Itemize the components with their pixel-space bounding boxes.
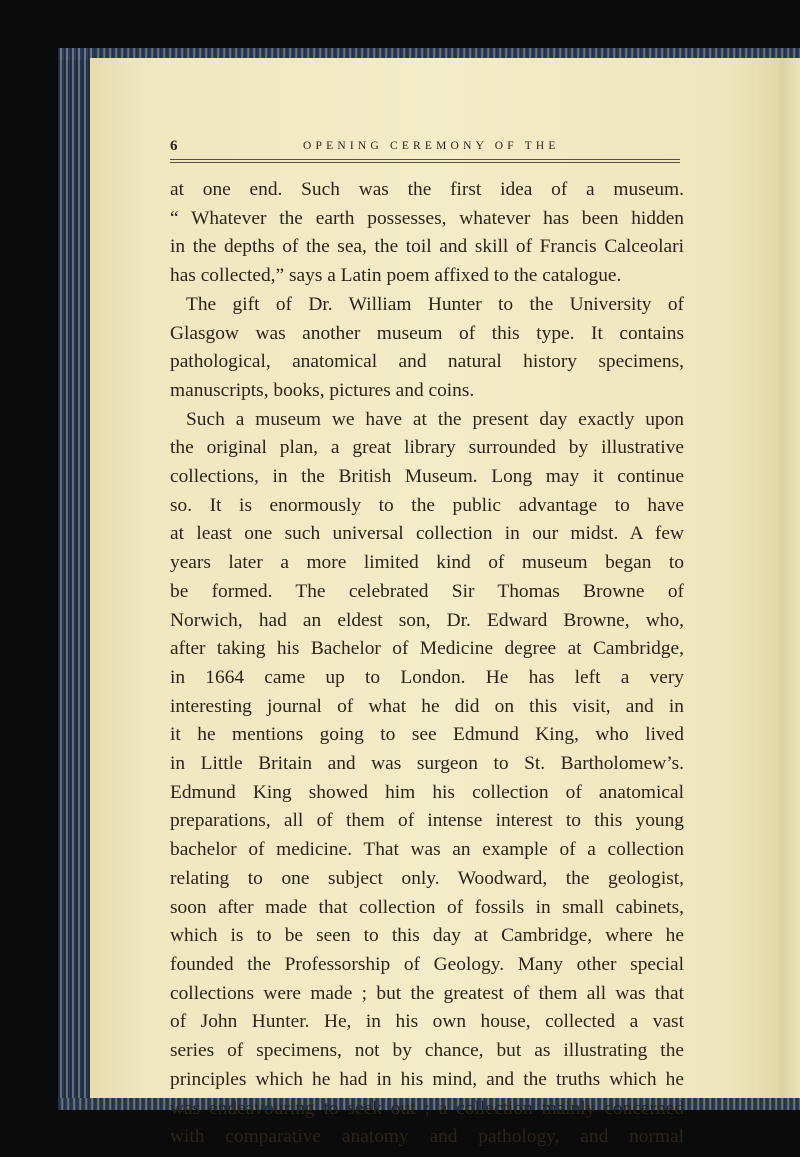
text-line: interesting journal of what he did on this visit, and in: [170, 695, 684, 717]
text-line: founded the Professorship of Geology. Many other special: [170, 953, 684, 975]
text-line: be formed. The celebrated Sir Thomas Browne of: [170, 580, 684, 602]
text-line: “ Whatever the earth possesses, whatever has been hidden: [170, 207, 684, 229]
text-line: in the depths of the sea, the toil and skill of Francis Calceolari: [170, 236, 684, 258]
header-rule-top: [170, 159, 680, 160]
text-line: The gift of Dr. William Hunter to the University of: [186, 293, 684, 315]
text-line: principles which he had in his mind, and the truths which he: [170, 1068, 684, 1090]
text-line: collections, in the British Museum. Long may it continue: [170, 466, 684, 488]
text-line: soon after made that collection of fossils in small cabinets,: [170, 896, 684, 918]
text-line: years later a more limited kind of museum began to: [170, 552, 684, 574]
text-line: after taking his Bachelor of Medicine degree at Cambridge,: [170, 638, 684, 660]
text-line: at least one such universal collection in our midst. A few: [170, 523, 684, 545]
text-line: collections were made ; but the greatest of them all was that: [170, 982, 684, 1004]
running-head: OPENING CEREMONY OF THE: [303, 140, 560, 152]
text-line: Such a museum we have at the present day exactly upon: [186, 408, 684, 430]
text-line: bachelor of medicine. That was an example of a collection: [170, 839, 684, 861]
text-line: was endeavouring to seek out ; a collection mainly concerned: [170, 1097, 684, 1119]
text-line: the original plan, a great library surrounded by illustrative: [170, 437, 684, 459]
text-line: Glasgow was another museum of this type. It contains: [170, 322, 684, 344]
text-line: with comparative anatomy and pathology, and normal: [170, 1126, 684, 1148]
header-rule-bottom: [170, 162, 680, 163]
text-line: it he mentions going to see Edmund King, who lived: [170, 724, 684, 746]
book-binding-left: [58, 48, 94, 1108]
facing-page-edge: [780, 58, 800, 1100]
text-line: in 1664 came up to London. He has left a very: [170, 666, 684, 688]
text-line: preparations, all of them of intense interest to this young: [170, 810, 684, 832]
body-text: [170, 176, 684, 1152]
text-line: pathological, anatomical and natural history specimens,: [170, 351, 684, 373]
text-line: in Little Britain and was surgeon to St. Bartholomew’s.: [170, 753, 684, 775]
text-line: manuscripts, books, pictures and coins.: [170, 379, 475, 401]
text-line: has collected,” says a Latin poem affixed to the catalogue.: [170, 265, 622, 287]
text-line: so. It is enormously to the public advantage to have: [170, 494, 684, 516]
page-number: 6: [170, 138, 178, 154]
text-line: relating to one subject only. Woodward, the geologist,: [170, 867, 684, 889]
text-line: of John Hunter. He, in his own house, collected a vast: [170, 1011, 684, 1033]
page-header: [170, 138, 680, 158]
text-line: series of specimens, not by chance, but as illustrating the: [170, 1040, 684, 1062]
text-line: Edmund King showed him his collection of anatomical: [170, 781, 684, 803]
text-line: at one end. Such was the first idea of a museum.: [170, 179, 684, 200]
text-line: Norwich, had an eldest son, Dr. Edward Browne, who,: [170, 609, 684, 631]
text-line: which is to be seen to this day at Cambridge, where he: [170, 925, 684, 947]
